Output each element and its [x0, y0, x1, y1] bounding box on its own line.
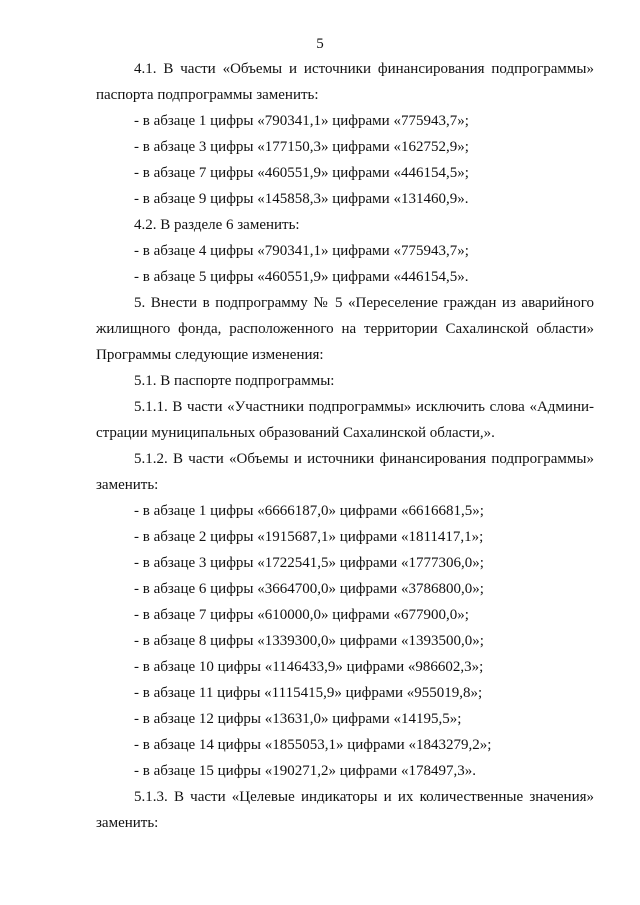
list-item: - в абзаце 8 цифры «1339300,0» цифрами «1393500,0»; [134, 633, 484, 649]
list-item: - в абзаце 1 цифры «6666187,0» цифрами «6616681,5»; [134, 503, 484, 519]
list-item: - в абзаце 7 цифры «460551,9» цифрами «446154,5»; [134, 165, 469, 181]
list-item: - в абзаце 14 цифры «1855053,1» цифрами «1843279,2»; [134, 737, 492, 753]
list-item: - в абзаце 5 цифры «460551,9» цифрами «446154,5». [134, 269, 469, 285]
list-item: - в абзаце 15 цифры «190271,2» цифрами «178497,3». [134, 763, 476, 779]
paragraph-5-1-3-line-1: 5.1.3. В части «Целевые индикаторы и их количественные значения» [134, 789, 594, 805]
list-item: - в абзаце 4 цифры «790341,1» цифрами «775943,7»; [134, 243, 469, 259]
paragraph-4-2: 4.2. В разделе 6 заменить: [134, 217, 300, 233]
paragraph-5-line-1: 5. Внести в подпрограмму № 5 «Переселение граждан из аварийного [134, 295, 594, 311]
paragraph-5-line-3: Программы следующие изменения: [96, 347, 324, 363]
list-item: - в абзаце 11 цифры «1115415,9» цифрами «955019,8»; [134, 685, 483, 701]
list-item: - в абзаце 9 цифры «145858,3» цифрами «131460,9». [134, 191, 469, 207]
list-item: - в абзаце 3 цифры «177150,3» цифрами «162752,9»; [134, 139, 469, 155]
list-item: - в абзаце 2 цифры «1915687,1» цифрами «1811417,1»; [134, 529, 484, 545]
paragraph-4-1-line-2: паспорта подпрограммы заменить: [96, 87, 319, 103]
list-item: - в абзаце 1 цифры «790341,1» цифрами «775943,7»; [134, 113, 469, 129]
paragraph-5-1-2-line-1: 5.1.2. В части «Объемы и источники финансирования подпрограммы» [134, 451, 594, 467]
paragraph-5-1-2-line-2: заменить: [96, 477, 159, 493]
paragraph-5-1: 5.1. В паспорте подпрограммы: [134, 373, 335, 389]
page-number: 5 [316, 36, 324, 52]
document-body [96, 56, 594, 836]
paragraph-5-1-1-line-1: 5.1.1. В части «Участники подпрограммы» исключить слова «Админи- [134, 399, 594, 415]
paragraph-5-line-2: жилищного фонда, расположенного на территории Сахалинской области» [96, 321, 594, 337]
list-item: - в абзаце 10 цифры «1146433,9» цифрами «986602,3»; [134, 659, 484, 675]
paragraph-5-1-1-line-2: страции муниципальных образований Сахалинской области,». [96, 425, 495, 441]
list-item: - в абзаце 7 цифры «610000,0» цифрами «677900,0»; [134, 607, 469, 623]
paragraph-5-1-3-line-2: заменить: [96, 815, 159, 831]
list-item: - в абзаце 3 цифры «1722541,5» цифрами «1777306,0»; [134, 555, 484, 571]
list-item: - в абзаце 12 цифры «13631,0» цифрами «14195,5»; [134, 711, 462, 727]
paragraph-4-1-line-1: 4.1. В части «Объемы и источники финансирования подпрограммы» [134, 61, 594, 77]
list-item: - в абзаце 6 цифры «3664700,0» цифрами «3786800,0»; [134, 581, 484, 597]
